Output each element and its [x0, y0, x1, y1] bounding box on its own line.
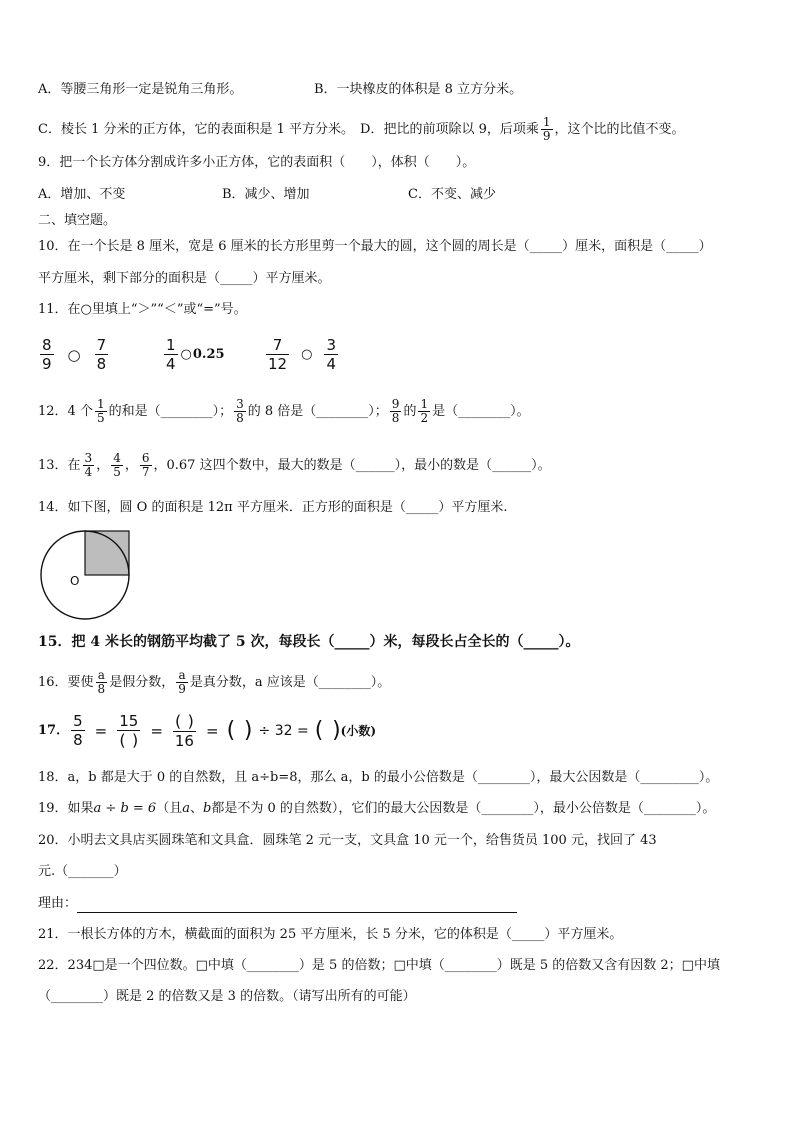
q19-line: [38, 800, 715, 818]
fraction-numerator: 9: [391, 397, 400, 411]
equals-sign: =: [94, 721, 108, 740]
q11-pair-2: [162, 336, 225, 373]
fraction-denominator: 16: [174, 731, 194, 750]
variable-a: a: [182, 801, 190, 816]
q16-text: 是真分数，a 应该是（________）。: [189, 674, 391, 690]
fraction-denominator: 9: [542, 129, 551, 143]
separator: ，: [96, 457, 110, 473]
fraction-denominator: 2: [420, 411, 429, 425]
q22-line2: （________）既是 2 的倍数又是 3 的倍数。（请写出所有的可能）: [38, 989, 416, 1004]
fraction-denominator: 4: [326, 355, 336, 373]
q8-option-cd-row: [38, 116, 685, 143]
fraction-denominator: 8: [391, 411, 400, 425]
q9-option-b: B．减少、增加: [222, 187, 310, 202]
equals-sign: =: [150, 721, 163, 740]
fraction-numerator: 8: [42, 336, 52, 354]
q8-option-b: B．一块橡皮的体积是 8 立方分米。: [314, 82, 523, 97]
q11-stem: 11．在○里填上“＞”“＜”或“=”号。: [38, 302, 247, 317]
decimal-value: 0.25: [192, 346, 225, 362]
equals-sign: =: [205, 721, 219, 740]
reason-label: 理由：: [38, 896, 78, 911]
q12-text: 是（________）。: [432, 403, 530, 419]
q20-line1: 20．小明去文具店买圆珠笔和文具盒．圆珠笔 2 元一支，文具盒 10 元一个，给售货员 100 元，找回了 43: [38, 833, 657, 848]
q18-line: 18．a，b 都是大于 0 的自然数，且 a÷b=8，那么 a，b 的最小公倍数是（________），最大公因数是（_________）。: [38, 770, 719, 785]
q13-text: ，0.67 这四个数中，最大的数是（______），最小的数是（______）。: [153, 457, 551, 473]
fraction-denominator: 5: [113, 465, 121, 479]
q9-stem: 9．把一个长方体分割成许多小正方体，它的表面积（ ），体积（ ）。: [38, 155, 476, 170]
fraction-numerator: 6: [141, 451, 150, 465]
q15-line: 15．把 4 米长的钢筋平均截了 5 次，每段长（_____）米，每段长占全长的（_____）。: [38, 634, 580, 650]
circle-square-diagram: [36, 527, 136, 623]
fraction-denominator: 7: [141, 465, 150, 479]
q13-text: 13．在: [38, 457, 81, 473]
q16-text: 是假分数，: [109, 674, 175, 690]
fraction-denominator: 4: [84, 465, 93, 479]
fraction-denominator: 9: [178, 682, 186, 696]
fraction-numerator: 3: [326, 336, 336, 354]
fraction-denominator: 8: [236, 411, 244, 425]
q12-text: 12．4 个: [38, 403, 93, 419]
fraction-denominator: 4: [166, 355, 176, 373]
q13-line: [38, 452, 551, 479]
fraction-numerator: 3: [84, 451, 93, 465]
fraction-numerator: 15: [119, 712, 139, 730]
q12-text: 的: [403, 403, 417, 419]
q12-text: 的 8 倍是（________）；: [247, 403, 388, 419]
q9-option-a: A．增加、不变: [38, 187, 126, 202]
decimal-hint: (小数): [340, 723, 377, 738]
q22-line1: 22．234□是一个四位数。□中填（________）是 5 的倍数；□中填（________）既是 5 的倍数又含有因数 2；□中填: [38, 958, 720, 973]
q17-label: 17．: [38, 722, 70, 738]
q14-stem: 14．如下图，圆 O 的面积是 12π 平方厘米．正方形的面积是（_____）平方厘米.: [38, 500, 508, 515]
fraction-numerator: 7: [96, 336, 107, 354]
fraction-numerator: 1: [96, 397, 105, 411]
q19-text: 、: [190, 801, 204, 816]
fraction-numerator: 1: [166, 336, 176, 354]
q8-option-d-suffix: ，这个比的比值不变。: [554, 121, 685, 137]
fraction-numerator: 1: [542, 115, 551, 129]
blank-numerator[interactable]: ( ): [173, 712, 196, 732]
variable-b: b: [203, 801, 212, 816]
q20-line2: 元.（_______）: [38, 864, 127, 879]
fraction-numerator: 7: [266, 336, 289, 355]
q16-line: [38, 669, 390, 696]
fraction-denominator: 12: [268, 355, 288, 373]
fraction-numerator: 4: [113, 451, 121, 465]
q19-formula: a ÷ b = 6: [93, 801, 157, 816]
fraction-numerator: 5: [73, 712, 83, 731]
q11-pair-1: [38, 336, 110, 373]
section-heading: 二、填空题。: [38, 213, 117, 228]
fraction-numerator: a: [176, 669, 188, 683]
blank-denominator[interactable]: ( ): [119, 730, 139, 750]
fraction-numerator: a: [96, 669, 108, 683]
fraction-denominator: 8: [96, 355, 107, 373]
fraction-denominator: 5: [96, 411, 105, 425]
q8-option-a: A．等腰三角形一定是锐角三角形。: [38, 82, 243, 97]
blank-decimal[interactable]: ( ): [314, 717, 341, 743]
separator: ，: [124, 457, 138, 473]
compare-circle: ○: [67, 345, 81, 364]
q11-pair-3: [264, 336, 340, 373]
fraction-numerator: 3: [236, 397, 244, 411]
q8-option-d-prefix: D．把比的前项除以 9，后项乘: [360, 121, 539, 137]
q10-line1: 10．在一个长是 8 厘米，宽是 6 厘米的长方形里剪一个最大的圆，这个圆的周长是（_____）厘米，面积是（_____）: [38, 239, 712, 254]
q21-line: 21．一根长方体的方木，横截面的面积为 25 平方厘米，长 5 分米，它的体积是（_____）平方厘米。: [38, 927, 623, 942]
division-expression: ÷ 32 =: [258, 722, 309, 739]
reason-answer-line[interactable]: [77, 900, 517, 913]
q8-option-c: C．棱长 1 分米的正方体，它的表面积是 1 平方分米。: [38, 121, 355, 137]
q12-text: 的和是（________）；: [108, 403, 233, 419]
fraction-numerator: 1: [420, 397, 429, 411]
blank-dividend[interactable]: ( ): [226, 717, 253, 743]
q20-reason-row: [38, 895, 517, 913]
q12-line: [38, 398, 530, 425]
center-label: O: [70, 574, 80, 588]
fraction-denominator: 9: [42, 355, 52, 373]
q17-line: [38, 712, 376, 750]
q8-option-d-fraction: [541, 116, 553, 143]
compare-circle: ○: [180, 346, 192, 362]
fraction-denominator: 8: [97, 682, 106, 696]
q19-text: （且: [156, 801, 183, 816]
fraction-denominator: 8: [73, 731, 83, 750]
compare-circle: ○: [301, 346, 313, 362]
q19-text: 19．如果: [38, 801, 94, 816]
q19-text: 都是不为 0 的自然数），它们的最大公因数是（________），最小公倍数是（________）。: [211, 801, 716, 816]
q9-option-c: C．不变、减少: [408, 187, 496, 202]
q16-text: 16．要使: [38, 674, 94, 690]
q10-line2: 平方厘米，剩下部分的面积是（_____）平方厘米。: [38, 271, 331, 286]
